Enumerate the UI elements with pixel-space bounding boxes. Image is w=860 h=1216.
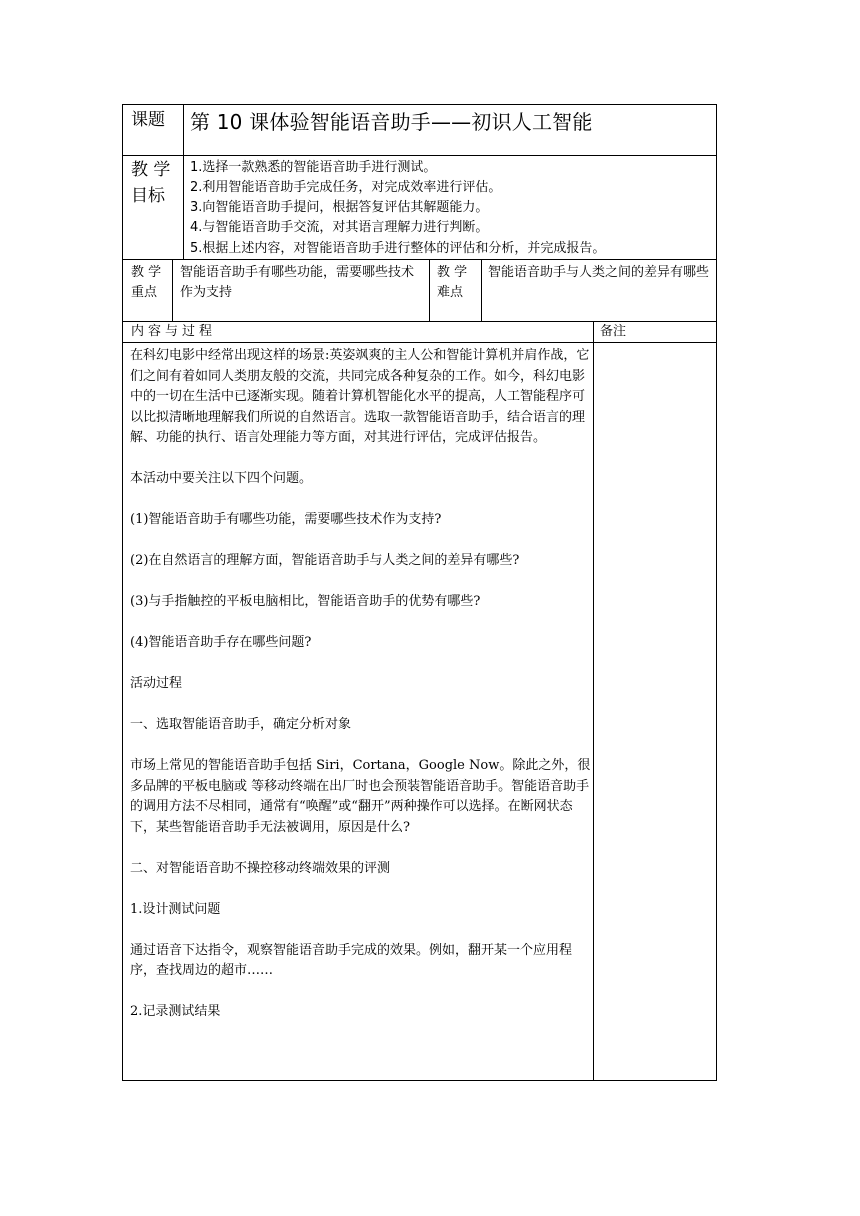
key-points-text: 智能语音助手有哪些功能，需要哪些技术作为支持 xyxy=(180,265,415,300)
content-paragraph: 本活动中要关注以下四个问题。 xyxy=(130,471,313,486)
objectives-label-line2: 目标 xyxy=(131,186,165,206)
content-paragraph: (3)与手指触控的平板电脑相比，智能语音助手的优势有哪些? xyxy=(130,594,481,609)
topic-label: 课题 xyxy=(131,110,165,130)
objective-item: 1.选择一款熟悉的智能语音助手进行测试。 xyxy=(190,160,437,175)
content-paragraph: 二、对智能语音助不操控移动终端效果的评测 xyxy=(130,860,391,876)
objectives-label-line1: 教 学 xyxy=(131,160,171,180)
col-divider-difficult-label xyxy=(481,259,482,322)
col-divider-label xyxy=(183,104,184,260)
content-paragraph: 活动过程 xyxy=(130,676,183,691)
objective-item: 4.与智能语音助手交流，对其语言理解力进行判断。 xyxy=(190,220,489,235)
difficult-points-label-line1: 教 学 xyxy=(437,265,468,280)
content-paragraph: (4)智能语音助手存在哪些问题? xyxy=(130,635,312,650)
content-paragraph: (2)在自然语言的理解方面，智能语音助手与人类之间的差异有哪些? xyxy=(130,553,520,568)
col-divider-notes xyxy=(593,321,594,1081)
content-paragraph: 在科幻电影中经常出现这样的场景:英姿飒爽的主人公和智能计算机并肩作战，它们之间有着如同人类朋友般的交流，共同完成各种复杂的工作。如今，科幻电影中的一切在生活中已逐渐实现。随着计算机智能化水平的提高，人工智能程序可以比拟清晰地理解我们所说的自然语言。选取一款智能语音助手，结合语言的理解、功能的执行、语言处理能力等方面，对其进行评估，完成评估报告。 xyxy=(130,348,590,445)
row-divider-content-header xyxy=(122,342,717,343)
key-points-label-line2: 重点 xyxy=(131,285,158,300)
content-paragraph: (1)智能语音助手有哪些功能，需要哪些技术作为支持? xyxy=(130,512,442,527)
col-divider-key-label xyxy=(172,259,173,322)
objective-item: 5.根据上述内容，对智能语音助手进行整体的评估和分析，并完成报告。 xyxy=(190,241,606,256)
difficult-points-label-line2: 难点 xyxy=(437,285,464,300)
notes-header: 备注 xyxy=(600,324,627,339)
col-divider-key-content xyxy=(429,259,430,322)
objective-item: 3.向智能语音助手提问，根据答复评估其解题能力。 xyxy=(190,200,489,215)
objective-item: 2.利用智能语音助手完成任务，对完成效率进行评估。 xyxy=(190,180,502,195)
row-divider-objectives xyxy=(122,259,717,260)
content-paragraph: 市场上常见的智能语音助手包括 Siri，Cortana，Google Now。除此之外，很多品牌的平板电脑或 等移动终端在出厂时也会预装智能语音助手。智能语音助手的调用方法不尽相同，通常有“唤醒”或“翻开”两种操作可以选择。在断网状态下，某些智能语音助手无法被调用，原因是什么? xyxy=(130,758,591,835)
difficult-points-text: 智能语音助手与人类之间的差异有哪些 xyxy=(488,265,710,280)
content-paragraph: 1.设计测试问题 xyxy=(130,901,221,917)
content-paragraph: 2.记录测试结果 xyxy=(130,1004,221,1019)
content-paragraph: 通过语音下达指令，观察智能语音助手完成的效果。例如，翻开某一个应用程序，查找周边的超市…… xyxy=(130,942,573,978)
content-body xyxy=(130,346,592,1043)
content-paragraph: 一、选取智能语音助手，确定分析对象 xyxy=(130,717,352,732)
key-points-label-line1: 教 学 xyxy=(131,265,162,280)
row-divider-title xyxy=(122,155,717,156)
page-title: 第 10 课体验智能语音助手——初识人工智能 xyxy=(190,110,593,134)
content-header: 内容与过程 xyxy=(131,324,217,339)
